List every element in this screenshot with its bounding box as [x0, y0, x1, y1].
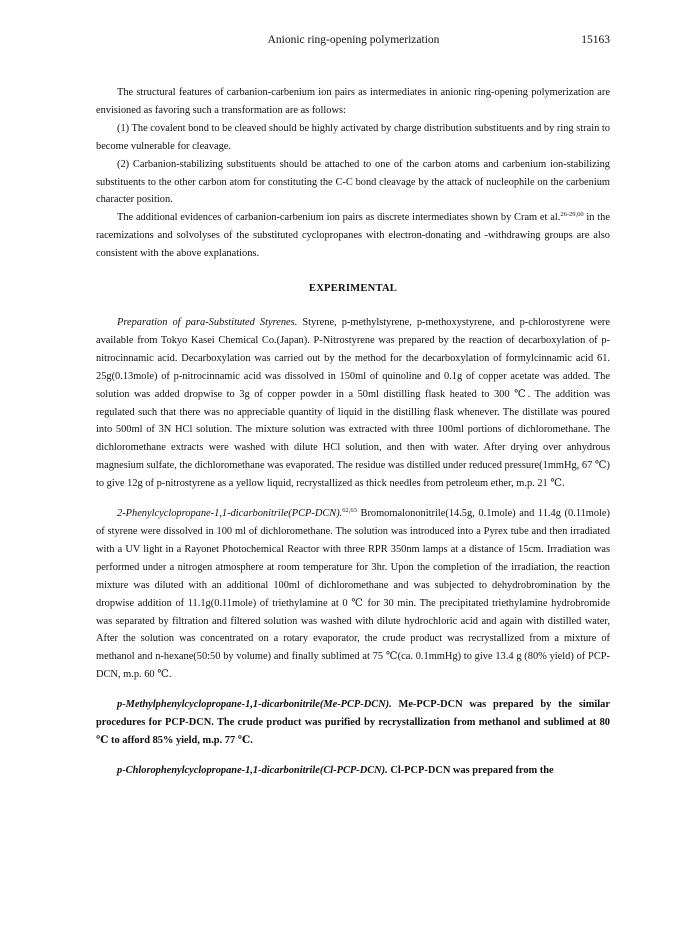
cl-pcp-dcn-paragraph	[96, 762, 610, 780]
pcp-dcn-citation: 62,63	[342, 507, 357, 515]
running-title: Anionic ring-opening polymerization	[267, 34, 440, 46]
styrenes-text: Styrene, p-methylstyrene, p-methoxystyrene, and p-chlorostyrene were available from Tokyo Kasei Chemical Co.(Japan). P-Nitrostyrene was prepared by the reaction of decarboxylation of p-nitrocinnamic acid. Decarboxylation was carried out by the method for the decarboxylation of formylcinnamic acid 61. 25g(0.13mole) of p-nitrocinnamic acid was dissolved in 150ml of quinoline and 0.1g of copper acetate was added. The solution was added dropwise to 3g of copper powder in a 50ml distilling flask heated to 300 ℃. The addition was regulated such that there was no appreciable quantity of liquid in the distilling flask whenever. The distillate was poured into 500ml of 3N HCl solution. The mixture solution was extracted with three 100ml portions of dichloromethane. The dichloromethane extracts were washed with dilute HCl solution, and then with water. After drying over anhydrous magnesium sulfate, the dichloromethane was evaporated. The residue was distilled under reduced pressure(1mmHg, 67 ℃) to give 12g of p-nitrostyrene as a yellow liquid, recrystallized as thick needles from petroleum ether, m.p. 21 ℃.	[96, 317, 610, 490]
me-pcp-dcn-subheading: p-Methylphenylcyclopropane-1,1-dicarbonitrile(Me-PCP-DCN).	[117, 699, 392, 711]
experimental-heading: EXPERIMENTAL	[308, 283, 398, 294]
intro-paragraph-3: (2) Carbanion-stabilizing substituents should be attached to one of the carbon atoms and carbenium ion-stabilizing substituents to the other carbon atom for constituting the C-C bond cleavage by the attack of nucleophile on the carbenium character position.	[96, 158, 610, 206]
page-number: 15163	[581, 34, 610, 46]
cl-pcp-dcn-subheading: p-Chlorophenylcyclopropane-1,1-dicarbonitrile(Cl-PCP-DCN).	[117, 764, 388, 776]
intro-section	[96, 84, 610, 263]
intro-p4-text-b: in the racemizations and solvolyses of the substituted cyclopropanes with electron-donating and -withdrawing groups are also consistent with the above explanations.	[96, 212, 610, 260]
me-pcp-dcn-text: Me-PCP-DCN was prepared by the similar procedures for PCP-DCN. The crude product was purified by recrystallization from methanol and sublimed at 80 ℃ to afford 85% yield, m.p. 77 ℃.	[96, 699, 610, 746]
cl-pcp-dcn-text: Cl-PCP-DCN was prepared from the	[387, 764, 554, 776]
citation-superscript: 26-29,60	[560, 211, 584, 219]
pcp-dcn-paragraph	[96, 505, 610, 684]
running-header	[97, 34, 610, 50]
styrenes-subheading: Preparation of para-Substituted Styrenes.	[117, 317, 298, 328]
intro-paragraph-2: (1) The covalent bond to be cleaved should be highly activated by charge distribution substituents and by ring strain to become vulnerable for cleavage.	[96, 122, 610, 152]
intro-paragraph-1: The structural features of carbanion-carbenium ion pairs as intermediates in anionic ring-opening polymerization are envisioned as favoring such a transformation are as follows:	[96, 87, 610, 116]
me-pcp-dcn-paragraph	[96, 696, 610, 750]
pcp-dcn-text: Bromomalononitrile(14.5g, 0.1mole) and 11.4g (0.11mole) of styrene were dissolved in 100 ml of dichloromethane. The solution was introduced into a Pyrex tube and then irradiated with a UV light in a Rayonet Photochemical Reactor with three RPR 350nm lamps at a distance of 15cm. Irradiation was performed under a nitrogen atmosphere at room temperature for 3hr. Upon the completion of the irradiation, the reaction mixture was diluted with an additional 100ml of dichloromethane and was subjected to dehydrobromination by the dropwise addition of 11.1g(0.11mole) of triethylamine at 0 ℃ for 30 min. The precipitated triethylamine hydrobromide was separated by filtration and filtered solution was washed with dilute hydrochloric acid and again with distilled water, After the solution was concentrated on a rotary evaporator, the crude product was recrystallized from a mixture of methanol and n-hexane(50:50 by volume) and finally sublimed at 75 ℃(ca. 0.1mmHg) to give 13.4 g (80% yield) of PCP-DCN, m.p. 60 ℃.	[96, 508, 610, 681]
intro-paragraph-4	[96, 209, 610, 263]
intro-p4-text-a: The additional evidences of carbanion-carbenium ion pairs as discrete intermediates shown by Cram et al.	[117, 212, 561, 224]
styrenes-paragraph	[96, 314, 610, 493]
experimental-section	[96, 314, 610, 780]
pcp-dcn-subheading: 2-Phenylcyclopropane-1,1-dicarbonitrile(PCP-DCN).	[117, 508, 343, 520]
